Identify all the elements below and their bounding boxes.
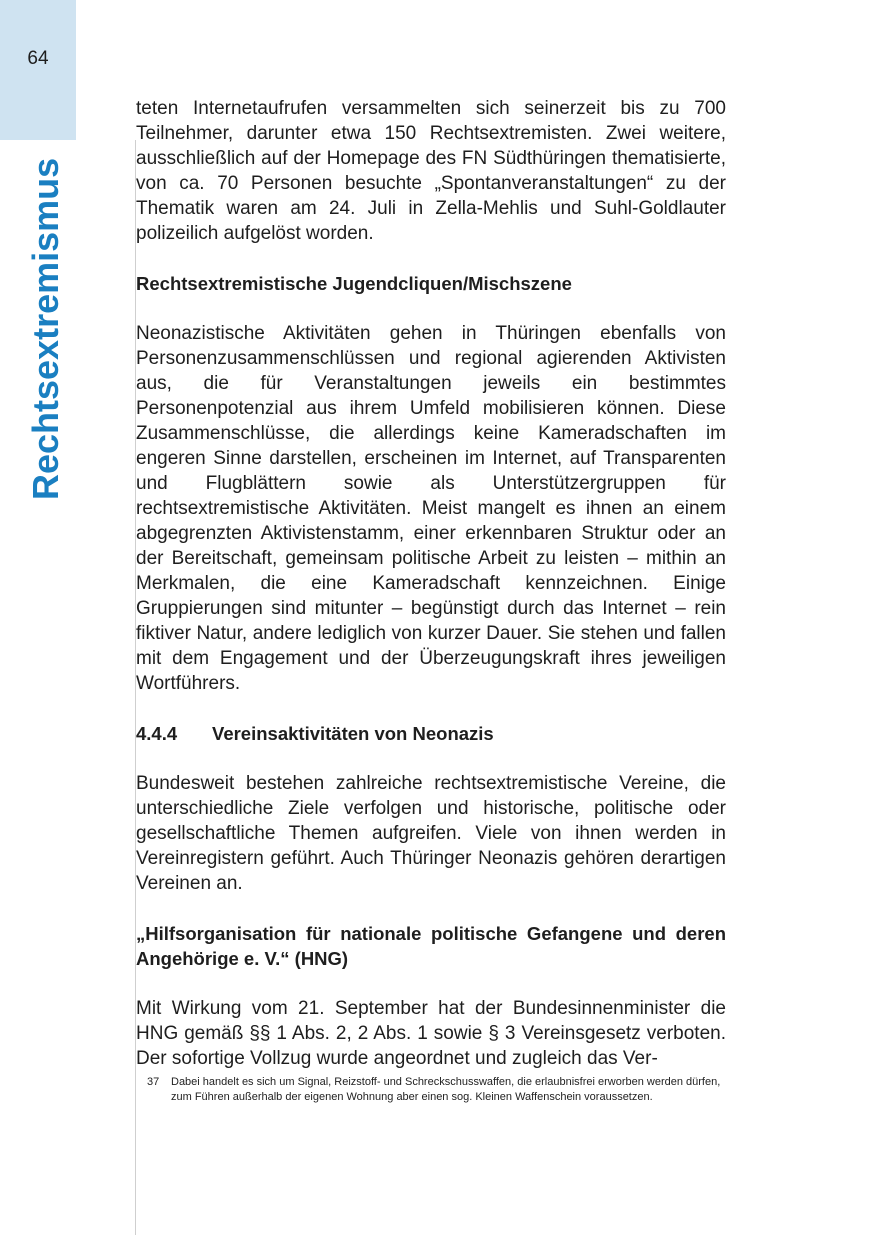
heading-hng: „Hilfsorganisation für nationale politische Gefangene und deren Angehörige e. V.“ (HNG): [136, 923, 726, 969]
footnote-text: Dabei handelt es sich um Signal, Reizstoff- und Schreckschusswaffen, die erlaubnisfrei erworben werden dürfen, zum Führen außerhalb der eigenen Wohnung aber einen sog. Kleinen Waffenschein voraussetzen.: [171, 1076, 721, 1103]
side-title-container: [10, 157, 82, 500]
section-title: Vereinsaktivitäten von Neonazis: [212, 723, 494, 744]
body-text: [136, 96, 726, 1071]
paragraph-jugendcliquen: Neonazistische Aktivitäten gehen in Thüringen ebenfalls von Personenzusammenschlüssen und regional agierenden Aktivisten aus, die für Veranstaltungen jeweils ein bestimmtes Personenpotenzial aus ihrem Umfeld mobilisieren können. Diese Zusammenschlüsse, die allerdings keine Kameradschaften im engeren Sinne darstellen, erscheinen im Internet, auf Transparenten und Flugblättern sowie als Unterstützergruppen für rechtsextremistische Aktivitäten. Meist mangelt es ihnen an einem abgegrenzten Aktivistenstamm, einer erkennbaren Struktur oder an der Bereitschaft, gemeinsam politische Arbeit zu leisten – mithin an Merkmalen, die eine Kameradschaft kennzeichnen. Einige Gruppierungen sind mitunter – begünstigt durch das Internet – rein fiktiver Natur, andere lediglich von kurzer Dauer. Sie stehen und fallen mit dem Engagement und der Überzeugungskraft ihres jeweiligen Wortführers.: [136, 323, 726, 694]
footnote: [147, 1075, 727, 1105]
side-color-strip: [0, 0, 76, 140]
paragraph-hng: Mit Wirkung vom 21. September hat der Bundesinnenminister die HNG gemäß §§ 1 Abs. 2, 2 Abs. 1 sowie § 3 Vereinsgesetz verboten. Der sofortige Vollzug wurde angeordnet und zugleich das Ver-: [136, 998, 726, 1069]
side-chapter-title: Rechtsextremismus: [25, 157, 66, 500]
page-number: 64: [27, 48, 49, 69]
footnote-number: 37: [147, 1076, 160, 1088]
paragraph-intro: teten Internetaufrufen versammelten sich seinerzeit bis zu 700 Teilnehmer, darunter etwa 150 Rechtsextremisten. Zwei weitere, ausschließlich auf der Homepage des FN Südthüringen thematisierte, von ca. 70 Personen besuchte „Spontanveranstaltungen“ zu der Thematik waren am 24. Juli in Zella-Mehlis und Suhl-Goldlauter polizeilich aufgelöst worden.: [136, 98, 726, 244]
section-number: 4.4.4: [136, 723, 178, 744]
heading-jugendcliquen: Rechtsextremistische Jugendcliquen/Mischszene: [136, 273, 572, 294]
heading-vereinsaktivitaeten: [136, 721, 726, 746]
paragraph-vereine: Bundesweit bestehen zahlreiche rechtsextremistische Vereine, die unterschiedliche Ziele verfolgen und historische, politische oder gesellschaftliche Themen aufgreifen. Viele von ihnen werden in Vereinregistern geführt. Auch Thüringer Neonazis gehören derartigen Vereinen an.: [136, 773, 726, 894]
